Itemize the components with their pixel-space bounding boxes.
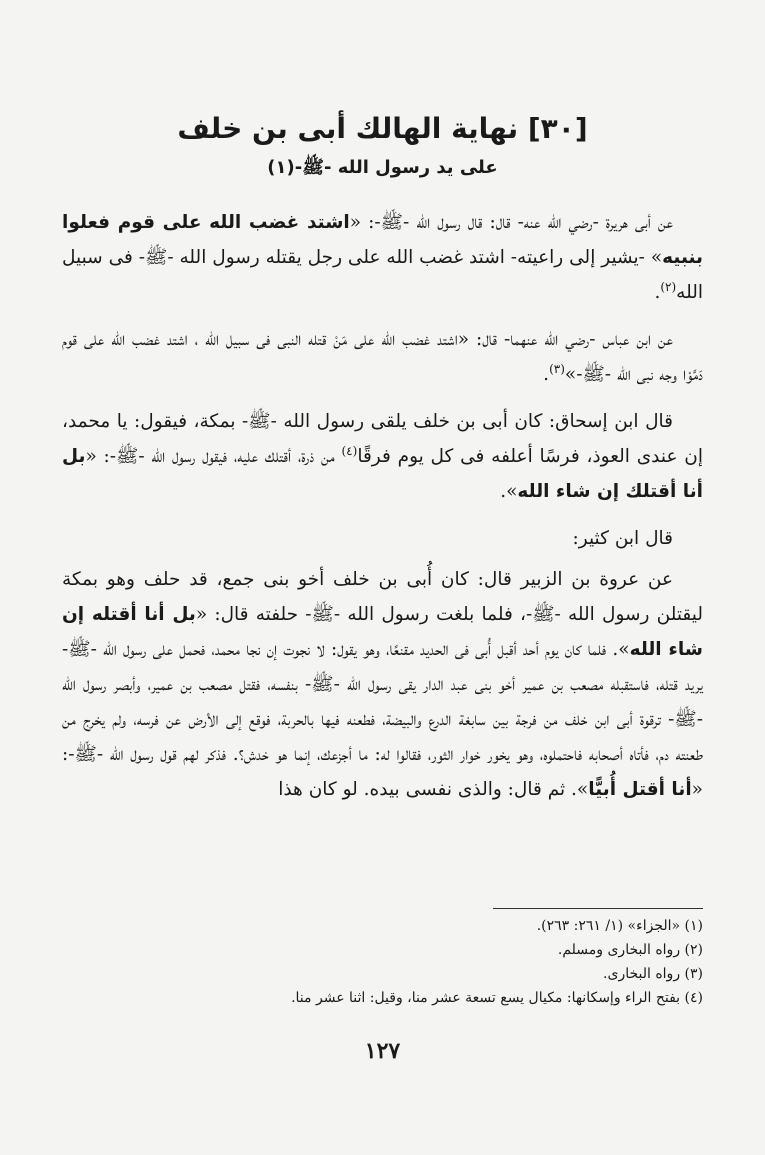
hadith-quote: بل أنا أقتله إن شاء الله [62,604,703,660]
paragraph-text: عن عروة بن الزبير قال: كان أُبى بن خلف أخو بنى جمع، قد حلف وهو بمكة ليقتلن رسول الله -ﷺ-، فلما بلغت رسول الله -ﷺ- حلفته قال: « [62,569,703,625]
paragraph-text: ». [500,481,518,502]
paragraph-5 [62,562,703,807]
paragraph-text: . [543,364,550,385]
paragraph-text: عن أبى هريرة -رضي الله عنه- قال: قال رسول الله -ﷺ-: « [349,212,673,233]
page-number: ١٢٧ [364,1038,401,1064]
footnote-4: (٤) بفتح الراء وإسكانها: مكيال يسع تسعة عشر منا، وقيل: اثنا عشر منا. [291,990,703,1006]
footnote-2: (٢) رواه البخارى ومسلم. [557,942,703,958]
hadith-quote: بل أنا أقتلك إن شاء الله [62,446,703,502]
footnote-divider [493,908,703,909]
footnote-3: (٣) رواه البخارى. [603,966,703,982]
paragraph-text: قال ابن إسحاق: كان أبى بن خلف يلقى رسول الله -ﷺ- بمكة، فيقول: يا محمد، إن عندى العوذ، فرسًا أعلفه فى كل يوم فرقًا [62,411,703,467]
footnote-ref: (٣) [549,361,565,376]
paragraph-text: . [654,282,661,303]
paragraph-text: من ذرة، أقتلك عليه، فيقول رسول الله -ﷺ-: « [85,446,342,467]
footnote-1: (١) «الجزاء» (١/ ٢٦١: ٢٦٣). [536,918,703,934]
main-text [62,205,703,819]
footnotes [62,914,703,1010]
paragraph-text: ». ثم قال: والذى نفسى بيده. لو كان هذا [278,779,589,800]
hadith-quote: اشتد غضب الله على قوم فعلوا بنبيه [62,212,703,268]
paragraph-3 [62,404,703,509]
paragraph-2 [62,322,703,392]
footnote-ref: (٢) [660,279,677,294]
paragraph-text: ». فلما كان يوم أحد أقبل أُبى فى الحديد مقنعًا، وهو يقول: لا نجوت إن نجا محمد، فحمل على رسول الله -ﷺ- يريد قتله، فاستقبله مصعب بن عمير أخو بنى عبد الدار يقى رسول الله -ﷺ- بنفسه، فقتل مصعب بن عمير، وأبصر رسول الله -ﷺ- ترقوة أبى ابن خلف من فرجة بين سابغة الدرع والبيضة، فطعنه فيها بالحربة، فوقع إلى الأرض عن فرسه، ولم يخرج من طعنته دم، فأتاه أصحابه فاحتملوه، وهو يخور خوار الثور، فقالوا له: ما أجزعك، إنما هو خدش؟. فذكر لهم قول رسول الله -ﷺ-: « [62,639,703,800]
footnote-ref: (٤) [341,443,358,458]
hadith-quote: أنا أقتل أُبيًّا [588,779,692,800]
paragraph-text: » -يشير إلى راعيته- اشتد غضب الله على رجل يقتله رسول الله -ﷺ- فى سبيل الله [62,247,703,303]
paragraph-text: عن ابن عباس -رضي الله عنهما- قال: «اشتد غضب الله على مَنْ قتله النبى فى سبيل الله ، اشتد غضب الله على قوم دَمَّوْا وجه نبى الله -ﷺ-» [62,329,703,385]
chapter-title: [٣٠] نهاية الهالك أبى بن خلف [177,112,588,145]
chapter-subtitle: على يد رسول الله -ﷺ-(١) [267,157,498,178]
paragraph-1 [62,205,703,310]
paragraph-4: قال ابن كثير: [572,528,673,549]
